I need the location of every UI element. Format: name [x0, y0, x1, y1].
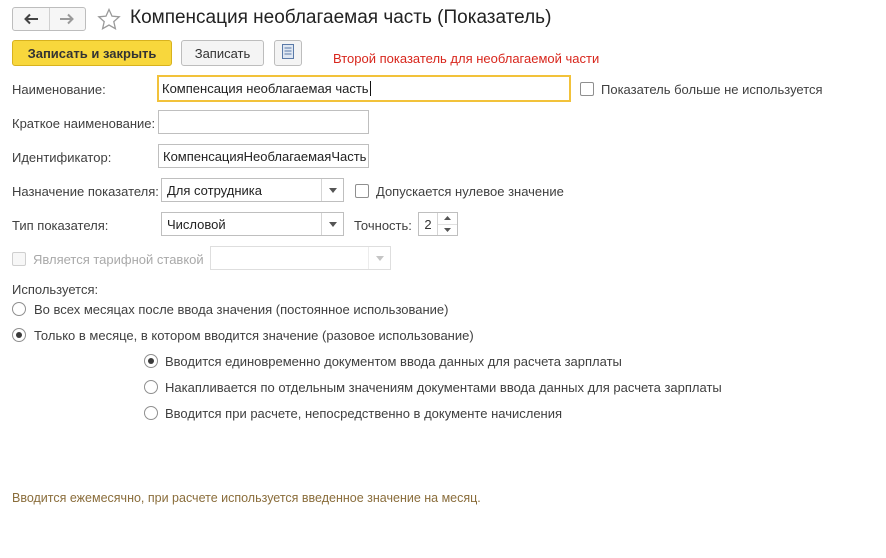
usage-option-permanent-radio[interactable] [12, 302, 26, 316]
name-value: Компенсация необлагаемая часть [162, 81, 369, 96]
type-label: Тип показателя: [12, 218, 109, 233]
list-icon [282, 44, 294, 62]
name-input[interactable] [157, 75, 571, 102]
navigation-buttons [12, 7, 86, 31]
forward-arrow-icon [59, 13, 75, 25]
sub-option-on-calc-radio[interactable] [144, 406, 158, 420]
sub-option-accumulate-radio[interactable] [144, 380, 158, 394]
usage-option-onetime-radio[interactable] [12, 328, 26, 342]
zero-allowed-label[interactable]: Допускается нулевое значение [376, 184, 564, 199]
sub-option-on-calc-label[interactable]: Вводится при расчете, непосредственно в документе начисления [165, 406, 563, 421]
usage-option-permanent-label[interactable]: Во всех месяцах после ввода значения (постоянное использование) [34, 302, 449, 317]
tariff-rate-checkbox [12, 252, 26, 266]
type-select[interactable] [161, 212, 344, 236]
precision-label: Точность: [354, 218, 412, 233]
zero-allowed-checkbox[interactable] [355, 184, 369, 198]
precision-value[interactable]: 2 [419, 213, 438, 235]
type-value: Числовой [167, 216, 226, 232]
usage-option-onetime-label[interactable]: Только в месяце, в котором вводится значение (разовое использование) [34, 328, 474, 343]
tariff-rate-label: Является тарифной ставкой [33, 252, 204, 267]
chevron-down-icon[interactable] [321, 213, 343, 235]
not-used-label[interactable]: Показатель больше не используется [601, 82, 823, 97]
chevron-down-icon[interactable] [321, 179, 343, 201]
favorite-star-icon[interactable] [97, 8, 121, 30]
spin-down-icon[interactable] [438, 224, 457, 236]
usage-label: Используется: [12, 282, 99, 297]
spin-up-icon[interactable] [438, 213, 457, 224]
purpose-select[interactable] [161, 178, 344, 202]
footer-hint: Вводится ежемесячно, при расчете используется введенное значение на месяц. [12, 491, 481, 505]
tariff-rate-select [210, 246, 391, 270]
chevron-down-icon [368, 247, 390, 269]
save-button[interactable]: Записать [181, 40, 264, 66]
text-caret [370, 81, 371, 96]
list-button[interactable] [274, 40, 302, 66]
stepper-arrows [438, 213, 457, 235]
short-name-input[interactable] [158, 110, 369, 134]
back-button[interactable] [13, 8, 49, 30]
sub-option-accumulate-label[interactable]: Накапливается по отдельным значениям документами ввода данных для расчета зарплаты [165, 380, 722, 395]
window-title: Компенсация необлагаемая часть (Показатель) [130, 7, 552, 28]
save-and-close-button[interactable]: Записать и закрыть [12, 40, 172, 66]
purpose-label: Назначение показателя: [12, 184, 159, 199]
sub-option-single-radio[interactable] [144, 354, 158, 368]
purpose-value: Для сотрудника [167, 182, 262, 198]
back-arrow-icon [23, 13, 39, 25]
forward-button[interactable] [49, 8, 86, 30]
annotation-note: Второй показатель для необлагаемой части [333, 51, 600, 66]
identifier-label: Идентификатор: [12, 150, 112, 165]
not-used-checkbox[interactable] [580, 82, 594, 96]
precision-stepper[interactable] [418, 212, 458, 236]
short-name-label: Краткое наименование: [12, 116, 156, 131]
identifier-input[interactable]: КомпенсацияНеоблагаемаяЧасть [158, 144, 369, 168]
name-label: Наименование: [12, 82, 106, 97]
sub-option-single-label[interactable]: Вводится единовременно документом ввода данных для расчета зарплаты [165, 354, 622, 369]
